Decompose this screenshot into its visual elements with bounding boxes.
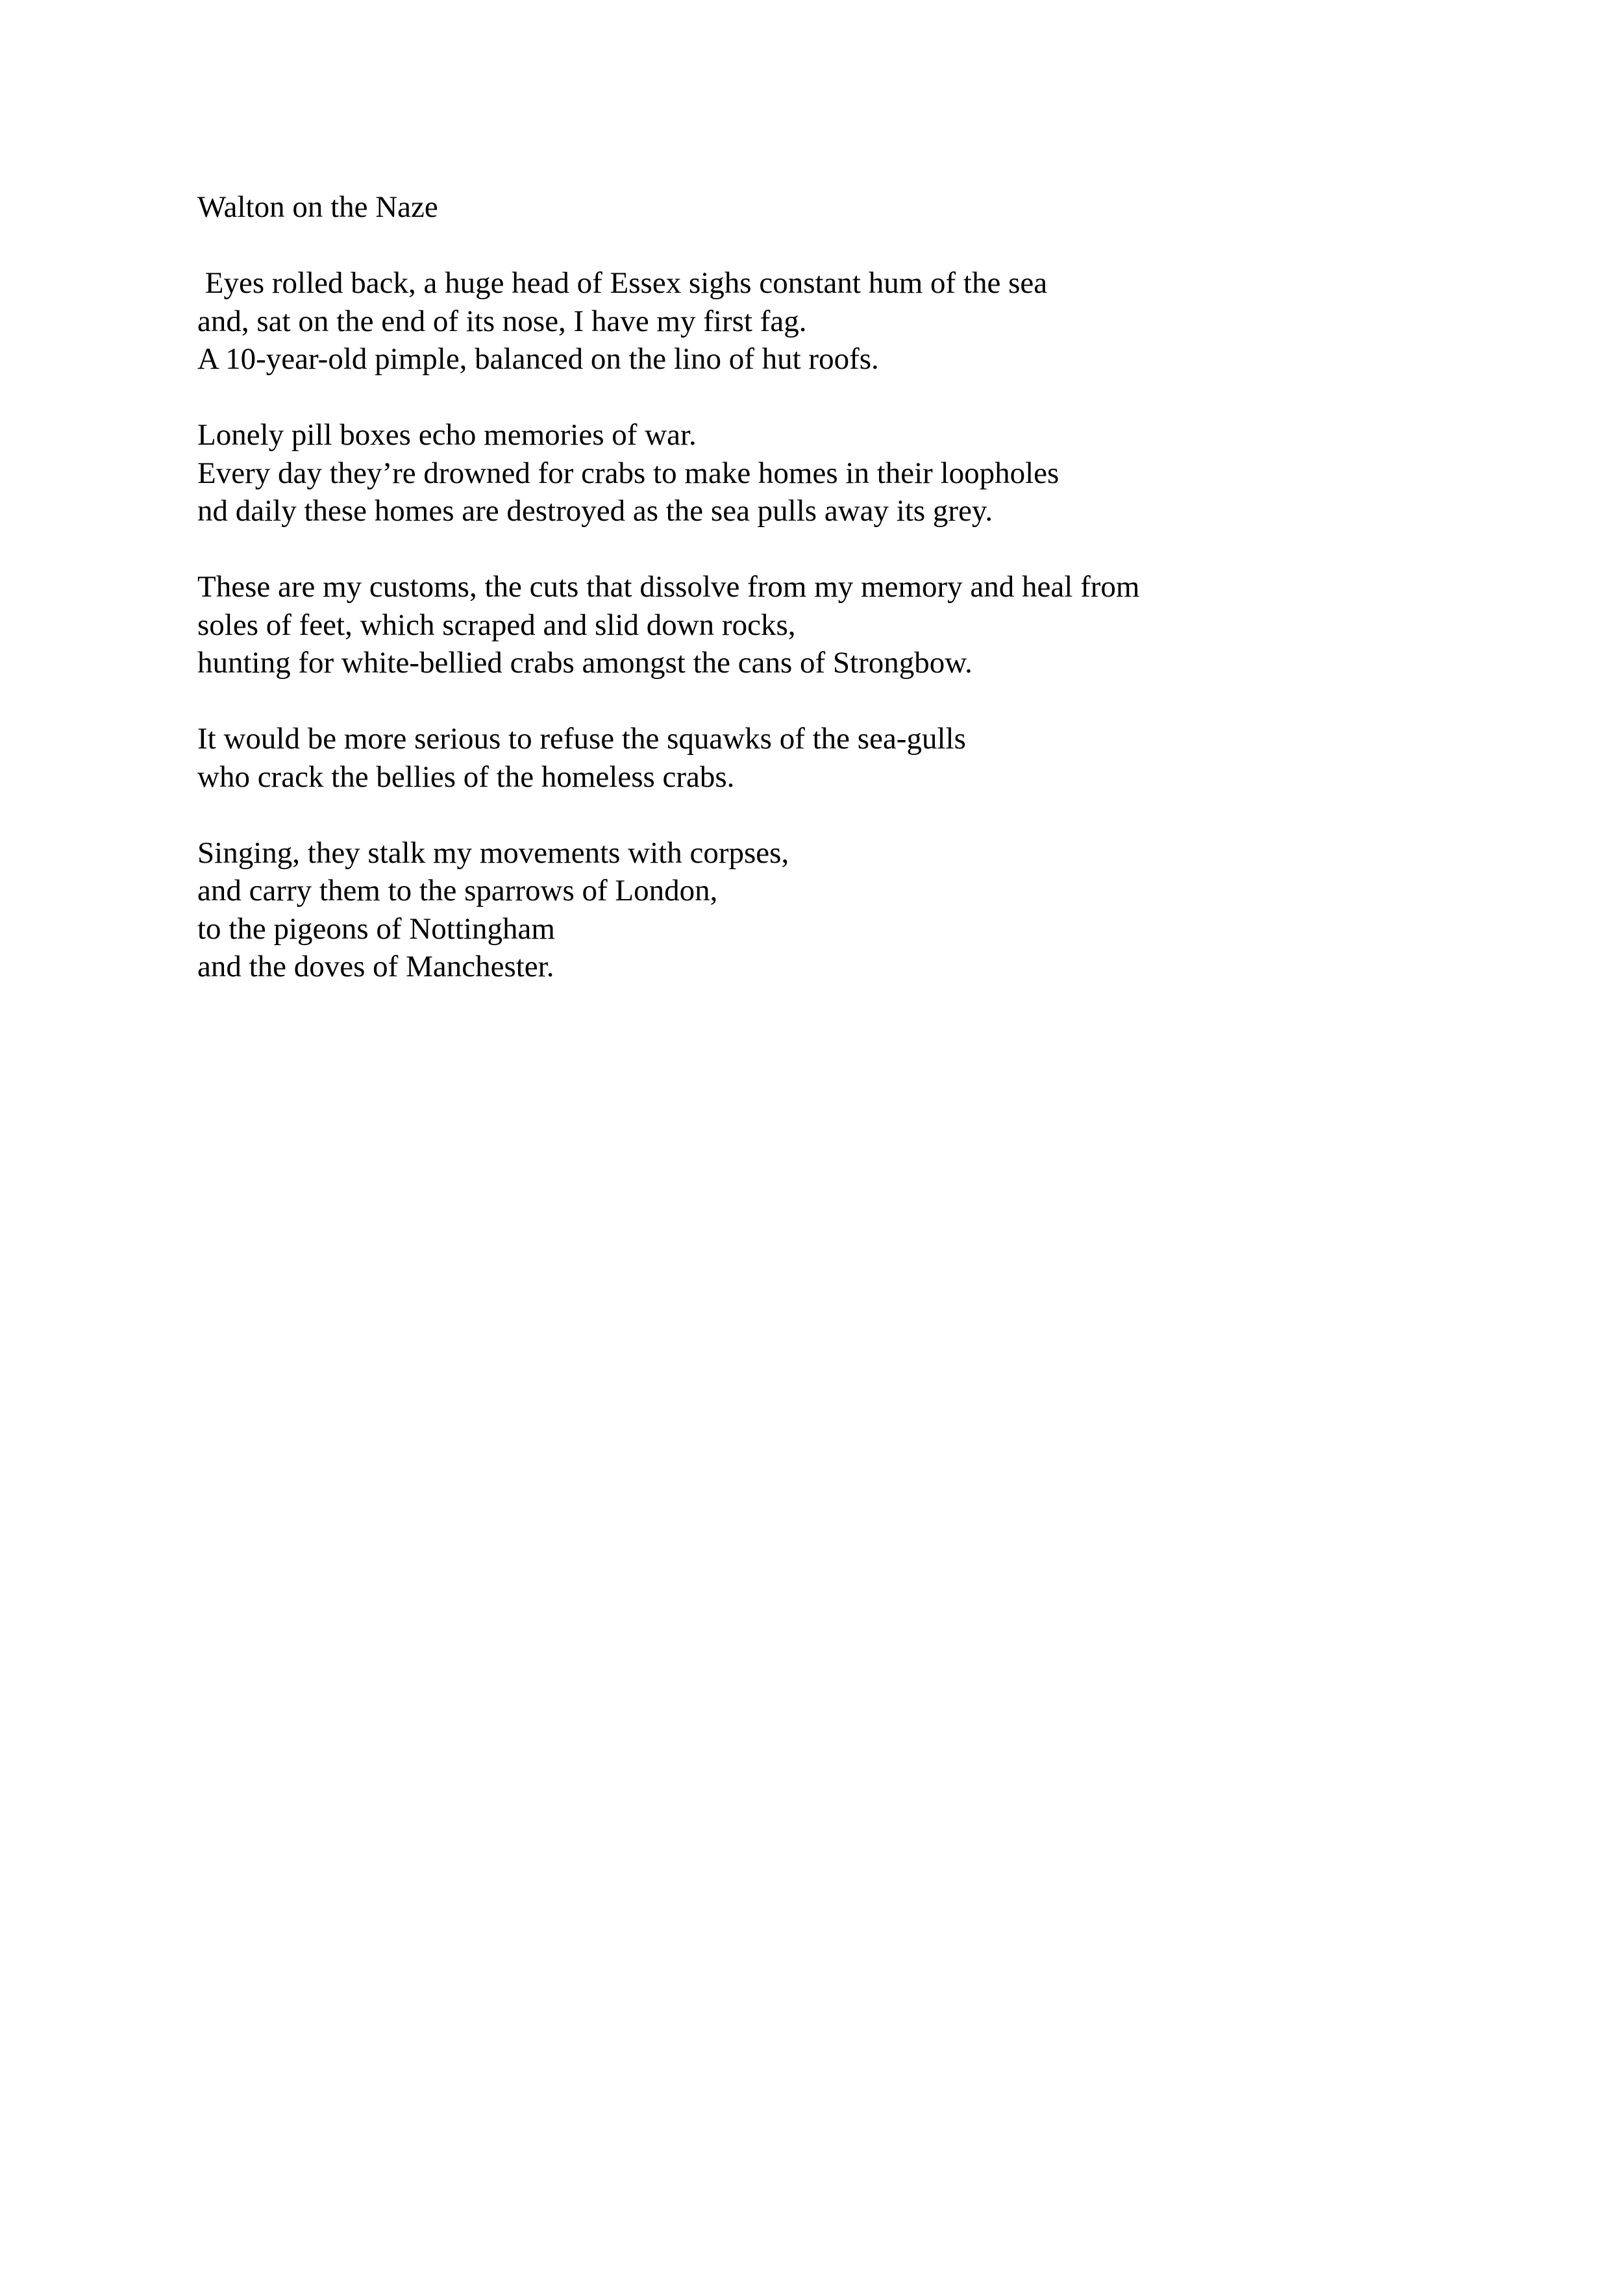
poem-line: These are my customs, the cuts that dissolve from my memory and heal from [197,570,1140,604]
poem-line: and, sat on the end of its nose, I have my first fag. [197,304,807,338]
poem-line: nd daily these homes are destroyed as the sea pulls away its grey. [197,494,993,528]
poem [197,188,1496,1024]
poem-line: Eyes rolled back, a huge head of Essex sighs constant hum of the sea [197,266,1048,300]
stanza-2 [197,416,1496,530]
poem-line: hunting for white-bellied crabs amongst the cans of Strongbow. [197,646,973,680]
poem-line: and the doves of Manchester. [197,950,554,983]
stanza-4 [197,720,1496,796]
poem-line: Singing, they stalk my movements with corpses, [197,835,789,870]
poem-line: Every day they’re drowned for crabs to make homes in their loopholes [197,456,1059,490]
poem-line: who crack the bellies of the homeless crabs. [197,759,735,794]
poem-line: soles of feet, which scraped and slid down rocks, [197,608,796,642]
stanza-3 [197,568,1496,682]
poem-title: Walton on the Naze [197,190,438,224]
stanza-5 [197,834,1496,986]
poem-title-block [197,188,1496,227]
poem-line: and carry them to the sparrows of London, [197,874,718,907]
stanza-1 [197,264,1496,378]
poem-line: Lonely pill boxes echo memories of war. [197,418,697,452]
poem-line: to the pigeons of Nottingham [197,911,555,946]
poem-line: A 10-year-old pimple, balanced on the lino of hut roofs. [197,342,879,376]
poem-line: It would be more serious to refuse the squawks of the sea-gulls [197,722,966,756]
